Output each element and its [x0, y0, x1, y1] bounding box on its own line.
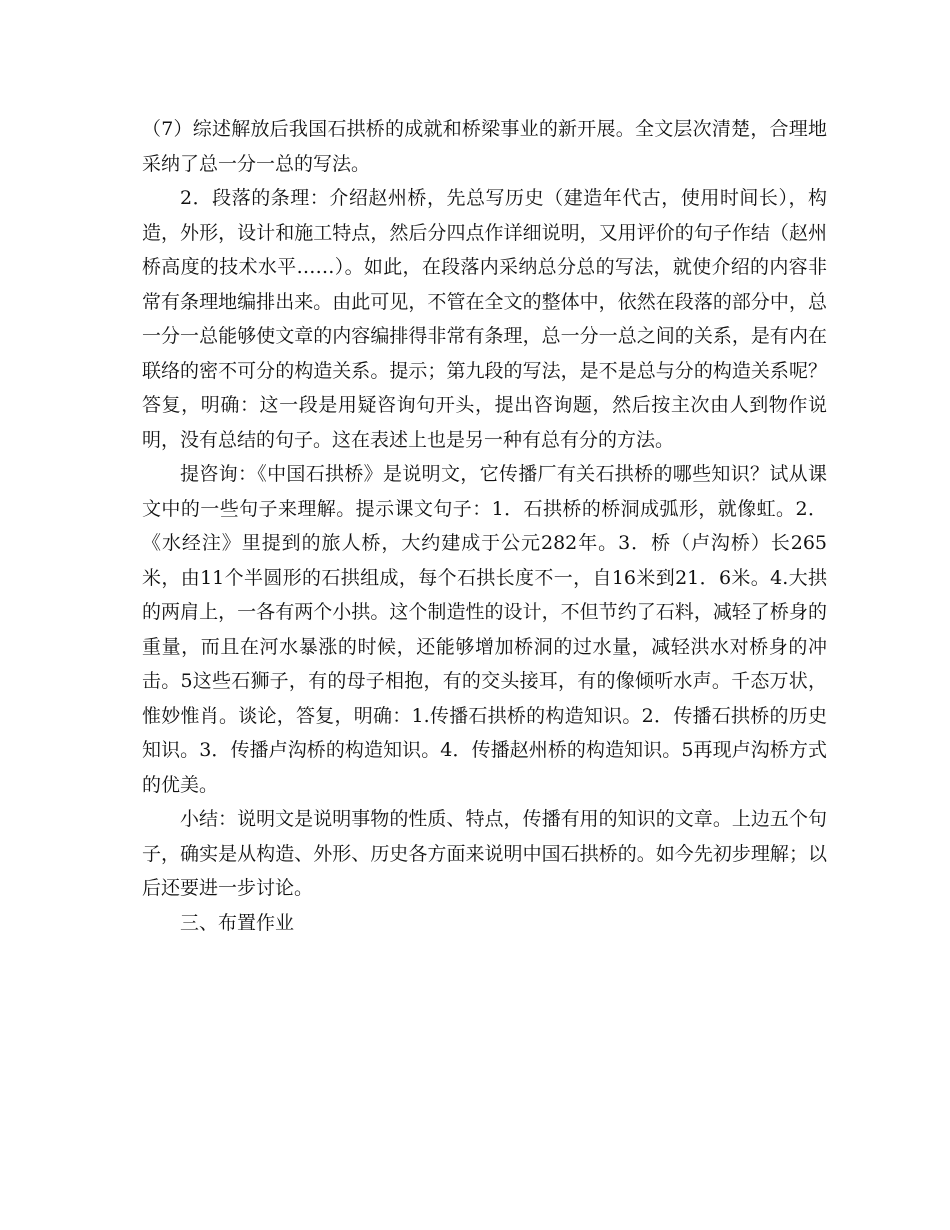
- paragraph-summary-structure: （7）综述解放后我国石拱桥的成就和桥梁事业的新开展。全文层次清楚，合理地采纳了总一分一总的写法。: [142, 118, 827, 175]
- paragraph-section-organization: 2．段落的条理：介绍赵州桥，先总写历史（建造年代古，使用时间长），构造，外形，设计和施工特点，然后分四点作详细说明，又用评价的句子作结（赵州桥高度的技术水平……）。如此，在段落内采纳总分总的写法，就使介绍的内容非常有条理地编排出来。由此可见，不管在全文的整体中，依然在段落的部分中，总一分一总能够使文章的内容编排得非常有条理，总一分一总之间的关系，是有内在联络的密不可分的构造关系。提示；第九段的写法，是不是总与分的构造关系呢？答复，明确：这一段是用疑咨询句开头，提出咨询题，然后按主次由人到物作说明，没有总结的句子。这在表述上也是另一种有总有分的方法。: [142, 187, 827, 451]
- paragraph-summary: 小结：说明文是说明事物的性质、特点，传播有用的知识的文章。上边五个句子，确实是从构造、外形、历史各方面来说明中国石拱桥的。如今先初步理解；以后还要进一步讨论。: [142, 808, 827, 899]
- document-page: [142, 112, 827, 940]
- paragraph-question-knowledge: 提咨询：《中国石拱桥》是说明文，它传播厂有关石拱桥的哪些知识？试从课文中的一些句子来理解。提示课文句子：1．石拱桥的桥洞成弧形，就像虹。2．《水经注》里提到的旅人桥，大约建成于公元282年。3．桥（卢沟桥）长265米，由11个半圆形的石拱组成，每个石拱长度不一，自16米到21．6米。4.大拱的两肩上，一各有两个小拱。这个制造性的设计，不但节约了石料，减轻了桥身的重量，而且在河水暴涨的时候，还能够增加桥洞的过水量，减轻洪水对桥身的冲击。5这些石狮子，有的母子相抱，有的交头接耳，有的像倾听水声。千态万状，惟妙惟肖。谈论，答复，明确：1.传播石拱桥的构造知识。2．传播石拱桥的历史知识。3．传播卢沟桥的构造知识。4．传播赵州桥的构造知识。5再现卢沟桥方式的优美。: [142, 463, 827, 796]
- paragraph-homework-heading: 三、布置作业: [180, 911, 295, 934]
